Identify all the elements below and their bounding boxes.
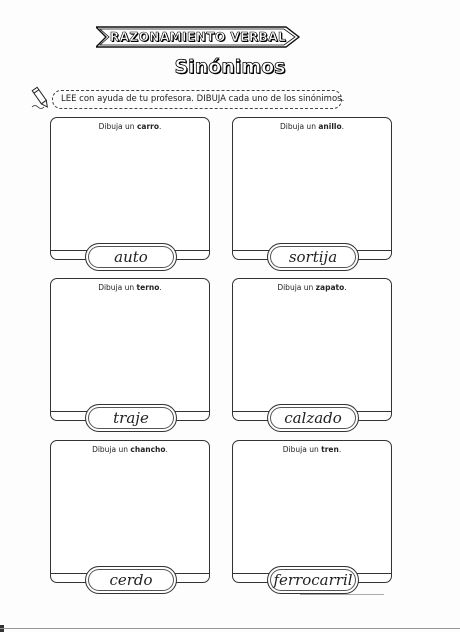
card-word: chancho bbox=[130, 445, 166, 454]
page-bottom-edge bbox=[0, 628, 460, 629]
synonym-label: sortija bbox=[267, 243, 359, 271]
drawing-card-zapato[interactable] bbox=[232, 278, 392, 427]
card-word: carro bbox=[136, 122, 159, 131]
instruction-text: LEE con ayuda de tu profesora. DIBUJA cada uno de los sinónimos. bbox=[61, 94, 345, 104]
card-prompt: Dibuja un tren. bbox=[282, 445, 342, 454]
card-word: anillo bbox=[318, 122, 342, 131]
drawing-card-carro[interactable] bbox=[50, 117, 210, 266]
synonym-label: calzado bbox=[267, 404, 359, 432]
drawing-card-anillo[interactable] bbox=[232, 117, 392, 266]
card-prompt: Dibuja un carro. bbox=[98, 122, 162, 131]
card-word: zapato bbox=[315, 283, 345, 292]
synonym-label: auto bbox=[85, 243, 177, 271]
drawing-card-chancho[interactable] bbox=[50, 440, 210, 589]
card-prompt: Dibuja un chancho. bbox=[92, 445, 168, 454]
card-word: terno bbox=[136, 283, 160, 292]
header-banner bbox=[96, 26, 300, 48]
footer-rule bbox=[300, 594, 384, 595]
page-title: Sinónimos bbox=[174, 56, 286, 78]
card-prompt: Dibuja un anillo. bbox=[280, 122, 344, 131]
synonym-label: cerdo bbox=[85, 566, 177, 594]
synonym-label: ferrocarril bbox=[267, 566, 359, 594]
synonym-label: traje bbox=[85, 404, 177, 432]
card-word: tren bbox=[321, 445, 339, 454]
instruction-box bbox=[52, 90, 345, 109]
drawing-card-terno[interactable] bbox=[50, 278, 210, 427]
card-prompt: Dibuja un zapato. bbox=[277, 283, 347, 292]
drawing-card-tren[interactable] bbox=[232, 440, 392, 589]
banner-title: RAZONAMIENTO VERBAL bbox=[109, 30, 287, 44]
card-prompt: Dibuja un terno. bbox=[98, 283, 162, 292]
pencil-icon bbox=[30, 85, 52, 111]
